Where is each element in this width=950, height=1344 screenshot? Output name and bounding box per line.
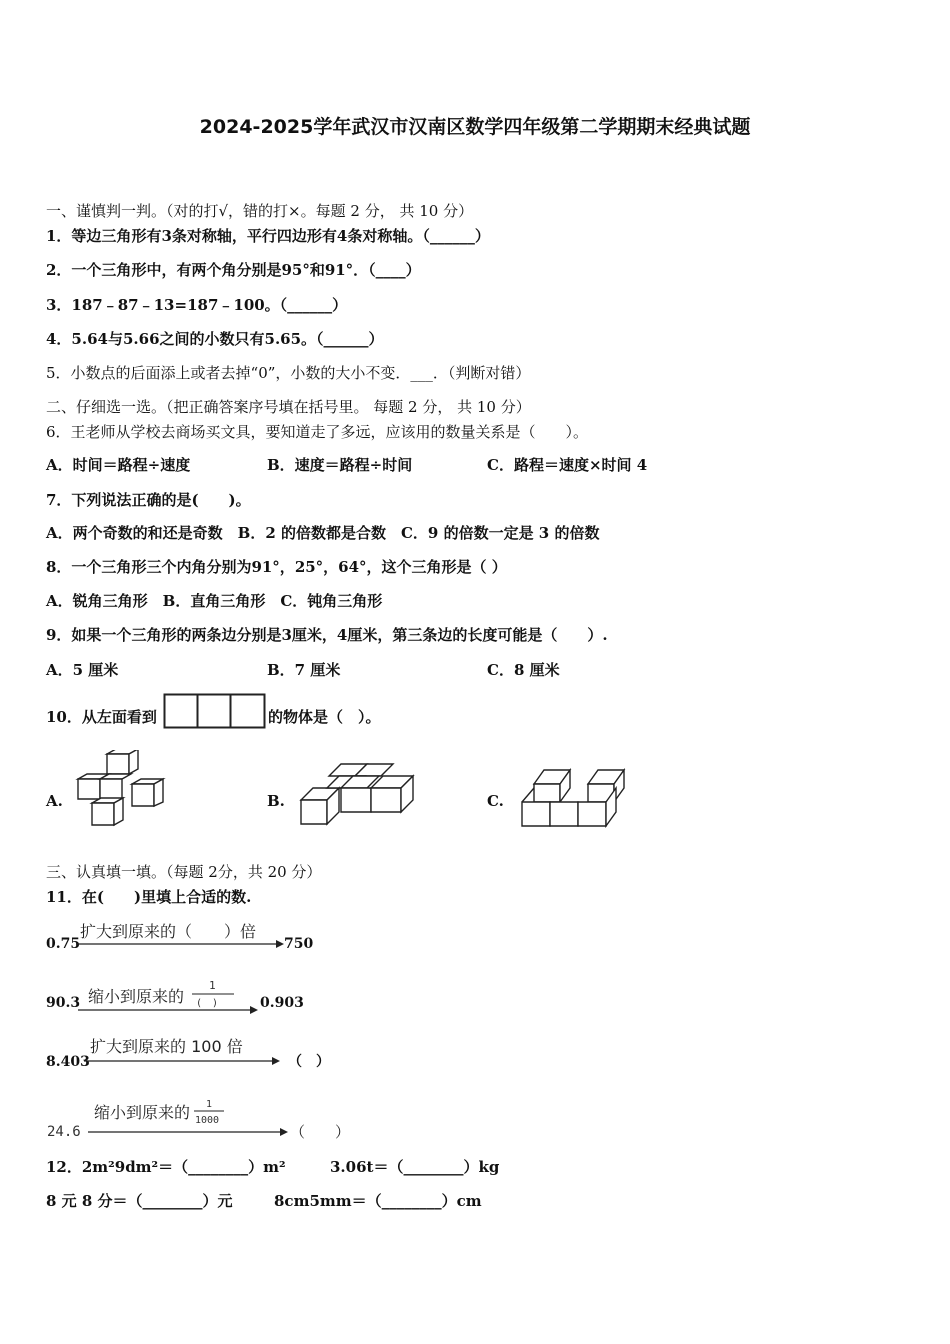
q10-option-c-label: C. [487,792,504,810]
q10-option-a-cubes [72,750,182,830]
q10-option-b-cubes [297,758,417,828]
question-12-part-3: 8 元 8 分＝（________）元 [46,1192,233,1210]
q11-row-4-left: 24.6 [47,1124,81,1140]
question-8: 8．一个三角形三个内角分别为91°，25°，64°，这个三角形是（ ） [46,558,507,576]
question-11: 11．在( )里填上合适的数. [46,888,252,906]
q9-option-c: C．8 厘米 [487,661,560,679]
q10-option-b-label: B. [267,792,285,810]
q11-row-2-right: 0.903 [260,995,304,1011]
q9-option-a: A．5 厘米 [46,661,119,679]
question-1: 1．等边三角形有3条对称轴，平行四边形有4条对称轴。（______） [46,227,490,245]
q11-row-2-label: 缩小到原来的 [88,987,185,1006]
section2-heading: 二、仔细选一选。（把正确答案序号填在括号里。 每题 2 分， 共 10 分） [46,398,531,416]
q11-row-4-denominator: 1000 [195,1115,220,1126]
question-12-part-4: 8cm5mm＝（________）cm [274,1192,482,1210]
question-2: 2．一个三角形中，有两个角分别是95°和91°．（____） [46,261,421,279]
q10-option-a-label: A. [46,792,63,810]
section1-heading: 一、谨慎判一判。（对的打√，错的打×。每题 2 分， 共 10 分） [46,202,474,220]
q11-row-3-label: 扩大到原来的 100 倍 [90,1037,243,1056]
q11-row-1-left: 0.75 [46,936,81,952]
q6-option-b: B．速度＝路程÷时间 [267,456,413,474]
q11-row-3-left: 8.403 [46,1054,90,1070]
question-3: 3．187﹣87﹣13=187﹣100。（______） [46,296,348,314]
q11-row-3 [44,1034,344,1072]
q11-row-2 [44,976,324,1018]
question-12-part-1: 12．2m²9dm²＝（________）m² [46,1158,286,1176]
q11-row-4-numerator: 1 [206,1099,213,1110]
question-7: 7．下列说法正确的是( )。 [46,491,251,509]
q10-option-c-cubes [518,764,630,830]
q11-row-4-right: （ ） [290,1123,351,1141]
question-10-suffix: 的物体是（ ）。 [268,708,381,726]
question-6: 6．王老师从学校去商场买文具，要知道走了多远，应该用的数量关系是（ ）。 [46,423,589,441]
q9-option-b: B．7 厘米 [267,661,341,679]
question-9: 9．如果一个三角形的两条边分别是3厘米，4厘米，第三条边的长度可能是（ ）. [46,626,608,644]
q11-row-2-numerator: 1 [209,979,216,992]
q11-row-2-denominator: ( ) [196,998,219,1009]
q6-option-a: A．时间＝路程÷速度 [46,456,191,474]
question-5: 5．小数点的后面添上或者去掉“0”，小数的大小不变．___．（判断对错） [46,364,531,382]
q11-row-1-label: 扩大到原来的（ ）倍 [80,922,257,941]
q11-row-1 [44,918,324,954]
section3-heading: 三、认真填一填。（每题 2分，共 20 分） [46,863,322,881]
q11-row-4-label: 缩小到原来的 [94,1103,191,1122]
q8-options: A．锐角三角形 B．直角三角形 C．钝角三角形 [46,592,383,610]
q11-row-4 [44,1094,364,1144]
question-4: 4．5.64与5.66之间的小数只有5.65。（______） [46,330,384,348]
q11-row-1-right: 750 [284,936,314,952]
q6-option-c: C．路程＝速度×时间 4 [487,456,648,474]
question-10-prefix: 10．从左面看到 [46,708,157,726]
page-title: 2024-2025学年武汉市汉南区数学四年级第二学期期末经典试题 [199,116,751,138]
question-12-part-2: 3.06t＝（________）kg [330,1158,500,1176]
q11-row-3-right: （ ） [288,1054,330,1070]
q11-row-2-left: 90.3 [46,995,81,1011]
q7-options: A．两个奇数的和还是奇数 B．2 的倍数都是合数 C．9 的倍数一定是 3 的倍数 [46,524,600,542]
left-view-figure [163,693,267,729]
